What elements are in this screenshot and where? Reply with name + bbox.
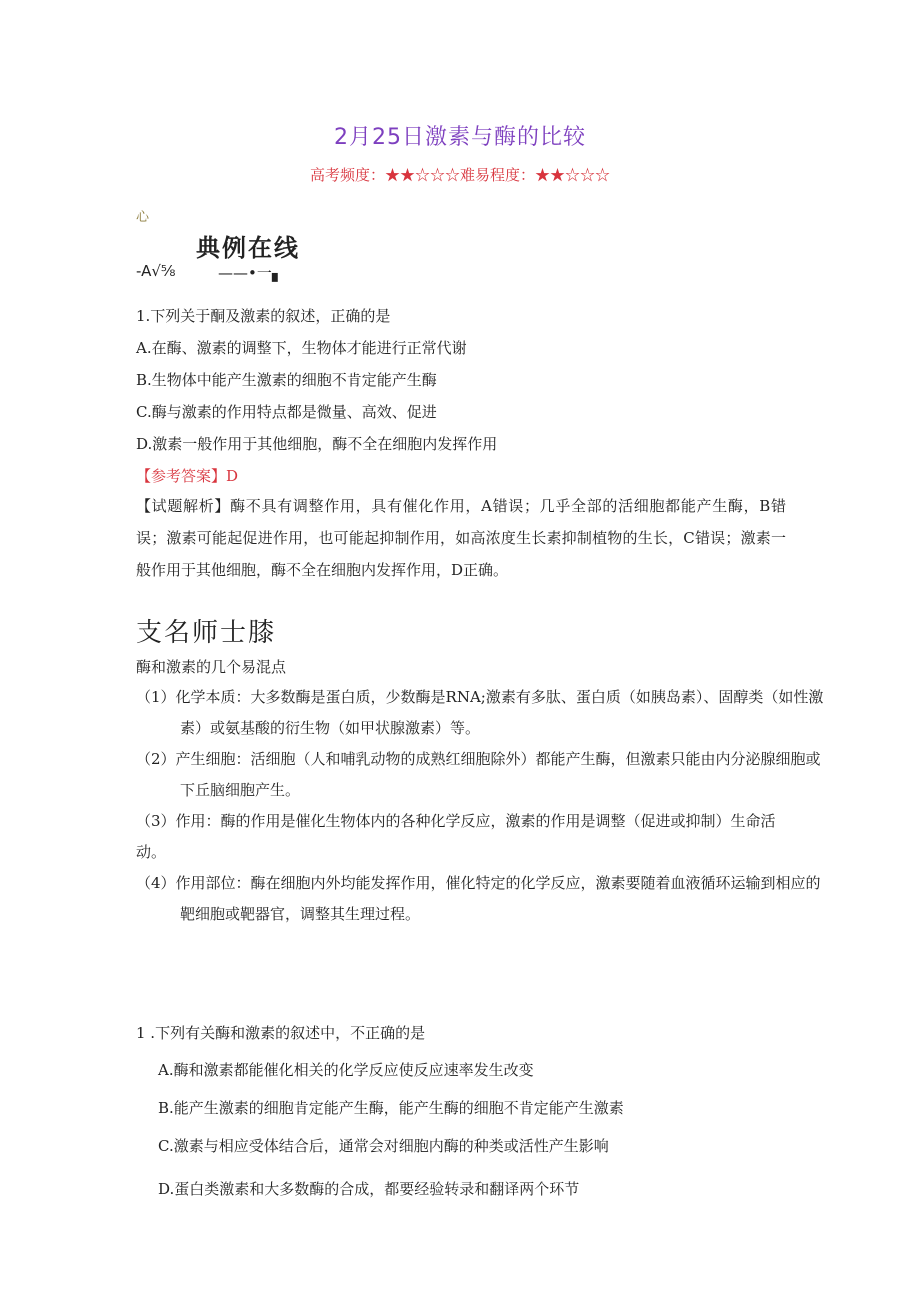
question2-option-b: B.能产生激素的细胞肯定能产生酶，能产生酶的细胞不肯定能产生激素 <box>158 1099 624 1117</box>
question1-option-b: B.生物体中能产生激素的细胞不肯定能产生酶 <box>136 371 437 389</box>
section-icon-glyph: 心 <box>136 210 150 225</box>
section-heading-tips: 支名师士膝 <box>136 618 277 648</box>
section-heading-examples: 典例在线 <box>196 233 300 262</box>
question2-option-a: A.酶和激素都能催化相关的化学反应使反应速率发生改变 <box>158 1061 534 1079</box>
question2-option-c: C.激素与相应受体结合后，通常会对细胞内酶的种类或活性产生影响 <box>158 1137 609 1155</box>
question2-stem: 1 .下列有关酶和激素的叙述中，不正确的是 <box>136 1024 426 1042</box>
answer-line <box>136 465 238 486</box>
tip-item-4: （4）作用部位：酶在细胞内外均能发挥作用，催化特定的化学反应，激素要随着血液循环运输到相应的靶细胞或靶器官，调整其生理过程。 <box>136 874 821 923</box>
section-subtext-left: -A√⅝ <box>136 262 176 280</box>
question1-option-a: A.在酶、激素的调整下，生物体才能进行正常代谢 <box>136 339 467 357</box>
analysis-label: 【试题解析】 <box>136 497 231 515</box>
question2-option-d: D.蛋白类激素和大多数酶的合成，都要经验转录和翻译两个环节 <box>158 1180 580 1198</box>
question1-option-d: D.激素一般作用于其他细胞，酶不全在细胞内发挥作用 <box>136 435 498 453</box>
question1-stem: 1.下列关于酮及激素的叙述，正确的是 <box>136 307 391 325</box>
analysis-text: 酶不具有调整作用，具有催化作用，A错误；几乎全部的活细胞都能产生酶，B错误；激素可能起促进作用，也可能起抑制作用，如高浓度生长素抑制植物的生长，C错误；激素一般作用于其他细胞，酶不全在细胞内发挥作用，D正确。 <box>136 497 786 579</box>
tip-item-2: （2）产生细胞：活细胞（人和哺乳动物的成熟红细胞除外）都能产生酶，但激素只能由内分泌腺细胞或下丘脑细胞产生。 <box>136 750 821 799</box>
answer-label: 【参考答案】 <box>136 467 227 485</box>
difficulty-rating: 高考频度：★★☆☆☆难易程度：★★☆☆☆ <box>309 166 610 184</box>
tip-item-3: （3）作用：酶的作用是催化生物体内的各种化学反应，激素的作用是调整（促进或抑制）生命活动。 <box>136 812 776 861</box>
page-title: 2月25日激素与酶的比较 <box>334 125 586 150</box>
question1-option-c: C.酶与激素的作用特点都是微量、高效、促进 <box>136 403 437 421</box>
analysis-paragraph <box>136 490 786 586</box>
section-subtext-right: ——•一▖ <box>218 264 284 282</box>
tip-item-1: （1）化学本质：大多数酶是蛋白质，少数酶是RNA;激素有多肽、蛋白质（如胰岛素）、固醇类（如性激素）或氨基酸的衍生物（如甲状腺激素）等。 <box>136 688 824 737</box>
tips-intro: 酶和激素的几个易混点 <box>136 658 287 676</box>
answer-value: D <box>226 467 239 485</box>
